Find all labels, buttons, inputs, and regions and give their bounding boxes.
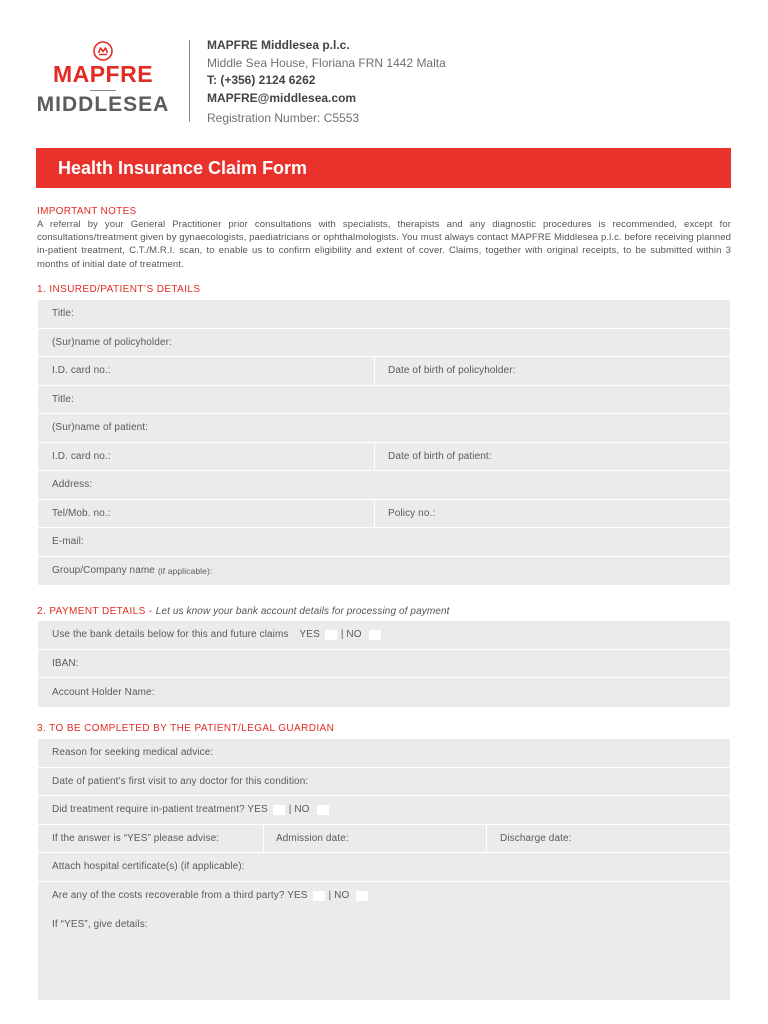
field-divider (374, 357, 375, 385)
discharge-date-field[interactable]: Discharge date: (500, 832, 572, 844)
tel-field[interactable]: Tel/Mob. no.: (52, 507, 111, 519)
section3-fields (38, 739, 730, 1000)
third-party-row (38, 882, 730, 911)
yes-checkbox[interactable] (325, 630, 337, 640)
logo-divider (90, 90, 116, 91)
no-label: | NO (340, 629, 362, 641)
company-info (207, 37, 446, 128)
mapfre-middlesea-logo (36, 40, 170, 117)
third-party-yes-checkbox[interactable] (313, 891, 325, 901)
company-name: MAPFRE Middlesea p.l.c. (207, 38, 350, 52)
section1-fields (38, 300, 730, 585)
reason-field[interactable] (38, 739, 730, 768)
inpatient-row (38, 796, 730, 825)
admission-discharge-row (38, 825, 730, 854)
admission-date-field[interactable]: Admission date: (276, 832, 349, 844)
section2-heading (37, 606, 449, 618)
tel-policy-row (38, 500, 730, 529)
patient-surname-field[interactable] (38, 414, 730, 443)
company-registration: Registration Number: C5553 (207, 111, 360, 125)
field-label: (Sur)name of patient: (52, 422, 149, 434)
field-label: Title: (52, 393, 74, 405)
policy-no-field[interactable]: Policy no.: (388, 507, 436, 519)
field-label: IBAN: (52, 657, 79, 669)
section3-heading: 3. TO BE COMPLETED BY THE PATIENT/LEGAL GUARDIAN (37, 723, 335, 734)
first-visit-field[interactable] (38, 768, 730, 797)
address-field[interactable] (38, 471, 730, 500)
field-label: E-mail: (52, 536, 84, 548)
policyholder-dob-field[interactable]: Date of birth of policyholder: (388, 365, 516, 377)
policyholder-id-dob-row (38, 357, 730, 386)
notes-body: A referral by your General Practitioner prior consultations with specialists, therapists and any diagnostic procedures is recommended, except for consultations/treatment given by gynaecologists, paediatricians or ophthalmologists. You must always contact MAPFRE Middlesea p.l.c. before receiving planned in-patient treatment, C.T./M.R.I. scan, to enable us to confirm eligibility and extent of cover. Claims, together with original receipts, to be submitted within 3 months of initial date of treatment. (37, 219, 731, 270)
group-label: Group/Company name (52, 565, 155, 577)
patient-title-field[interactable] (38, 386, 730, 415)
company-address: Middle Sea House, Floriana FRN 1442 Malta (207, 55, 446, 70)
iban-field[interactable] (38, 650, 730, 679)
if-yes-label: If the answer is “YES” please advise: (52, 832, 220, 844)
group-note: (if applicable): (157, 565, 213, 576)
policyholder-id-field[interactable]: I.D. card no.: (52, 365, 111, 377)
section2-fields (38, 621, 730, 707)
third-party-details-field[interactable] (38, 910, 730, 1000)
patient-id-field[interactable]: I.D. card no.: (52, 450, 111, 462)
use-bank-details-row (38, 621, 730, 650)
field-label: Date of patient’s first visit to any doctor for this condition: (52, 775, 309, 787)
field-label: Reason for seeking medical advice: (52, 747, 214, 759)
company-email: MAPFRE@middlesea.com (207, 90, 357, 105)
field-label: Attach hospital certificate(s) (if applicable): (52, 861, 245, 873)
inpatient-no-label: | NO (288, 804, 310, 816)
use-bank-label: Use the bank details below for this and future claims (52, 629, 289, 641)
patient-dob-field[interactable]: Date of birth of patient: (388, 450, 492, 462)
field-divider (263, 825, 264, 853)
hospital-certificate-field[interactable] (38, 853, 730, 882)
mapfre-emblem-icon (92, 40, 114, 62)
field-label: Title: (52, 308, 74, 320)
field-label: Account Holder Name: (52, 686, 155, 698)
no-checkbox[interactable] (369, 630, 381, 640)
section2-note: Let us know your bank account details for processing of payment (155, 606, 450, 617)
company-phone: T: (+356) 2124 6262 (207, 73, 316, 87)
section1-heading: 1. INSURED/PATIENT’S DETAILS (37, 284, 201, 295)
field-label: Address: (52, 479, 93, 491)
form-title: Health Insurance Claim Form (58, 158, 308, 178)
policyholder-title-field[interactable] (38, 300, 730, 329)
inpatient-label: Did treatment require in-patient treatment? YES (52, 804, 268, 816)
yes-label: YES (299, 629, 320, 641)
logo-mapfre-text: MAPFRE (52, 61, 154, 87)
group-company-field[interactable] (38, 557, 730, 586)
third-party-no-checkbox[interactable] (356, 891, 368, 901)
section2-title: 2. PAYMENT DETAILS - (37, 606, 156, 617)
logo-middlesea-text: MIDDLESEA (36, 93, 170, 116)
third-party-label: Are any of the costs recoverable from a third party? YES (52, 890, 308, 902)
inpatient-question (52, 796, 333, 824)
email-field[interactable] (38, 528, 730, 557)
field-label (52, 557, 212, 586)
third-party-question (52, 882, 372, 911)
policyholder-surname-field[interactable] (38, 329, 730, 358)
inpatient-yes-checkbox[interactable] (273, 805, 285, 815)
field-divider (374, 500, 375, 528)
inpatient-no-checkbox[interactable] (317, 805, 329, 815)
form-title-banner (36, 148, 731, 188)
third-party-no-label: | NO (328, 890, 350, 902)
notes-heading: IMPORTANT NOTES (37, 206, 137, 217)
header-divider (189, 40, 190, 122)
use-bank-question (52, 621, 385, 649)
field-label: (Sur)name of policyholder: (52, 336, 172, 348)
field-label: If “YES”, give details: (52, 919, 148, 930)
patient-id-dob-row (38, 443, 730, 472)
field-divider (486, 825, 487, 853)
account-holder-field[interactable] (38, 678, 730, 707)
field-divider (374, 443, 375, 471)
